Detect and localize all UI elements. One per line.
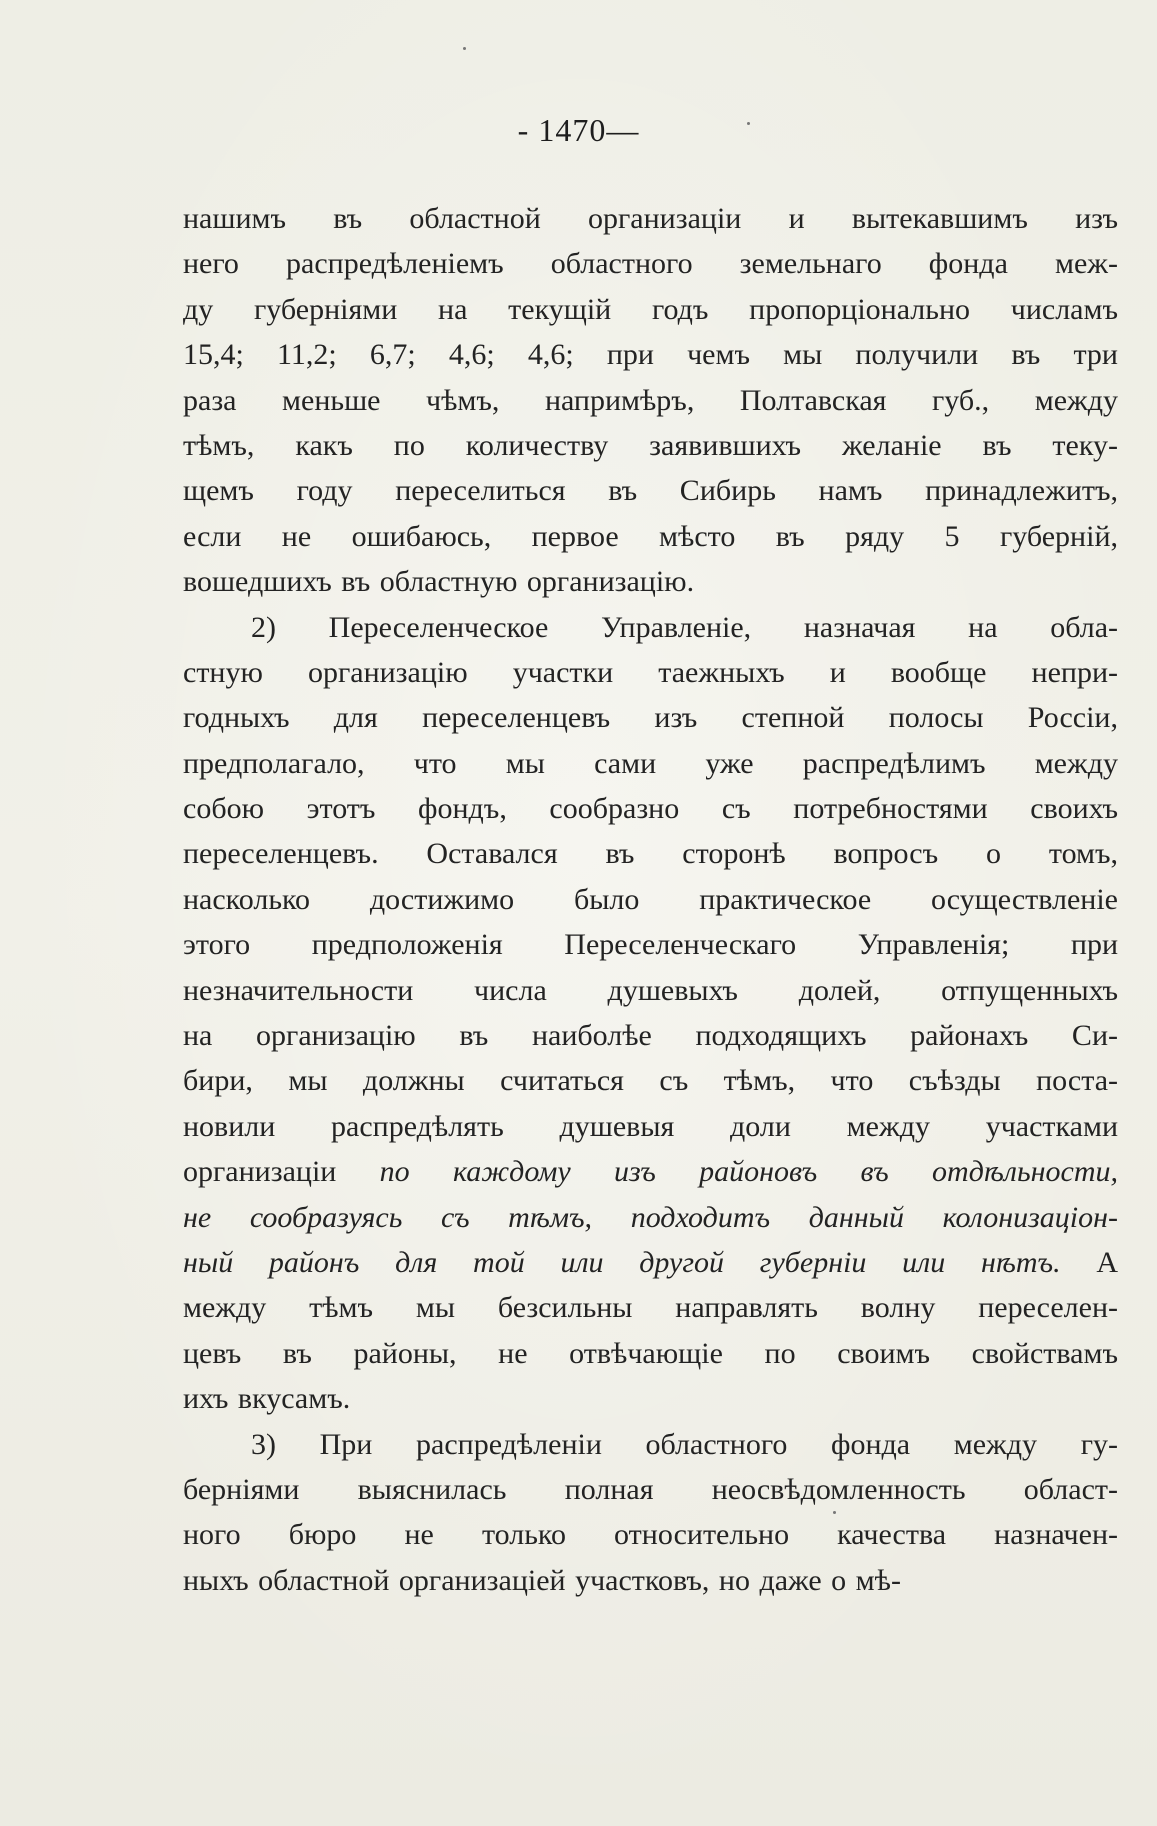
text-line [183, 695, 1118, 740]
speck-mark [747, 122, 750, 125]
text-segment: новили распредѣлять душевыя доли между участками [183, 1109, 1118, 1143]
text-line [183, 1058, 1118, 1103]
text-segment: насколько достижимо было практическое осуществленіе [183, 882, 1118, 916]
text-line [183, 1285, 1118, 1330]
text-segment: берніями выяснилась полная неосвѣдомленность област- [183, 1472, 1118, 1506]
text-line [183, 1013, 1118, 1058]
text-segment: раза меньше чѣмъ, напримѣръ, Полтавская губ., между [183, 383, 1118, 417]
italic-text: ный районъ для той или другой губерніи или нѣтъ. [183, 1245, 1061, 1279]
text-segment: годныхъ для переселенцевъ изъ степной полосы Россіи, [183, 701, 1118, 735]
text-segment: ихъ вкусамъ. [183, 1382, 351, 1416]
text-segment: организаціи [183, 1155, 380, 1189]
text-segment: ного бюро не только относительно качества назначен- [183, 1518, 1118, 1552]
text-line [183, 650, 1118, 695]
text-segment: 3) При распредѣленіи областного фонда между гу- [251, 1427, 1118, 1461]
text-line [183, 468, 1118, 513]
text-segment: между тѣмъ мы безсильны направлять волну переселен- [183, 1291, 1118, 1325]
text-segment: ду губерніями на текущій годъ пропорціонально числамъ [183, 292, 1118, 326]
body-text [183, 196, 1118, 1603]
text-line [183, 786, 1118, 831]
text-line [183, 1558, 1118, 1603]
text-line [183, 241, 1118, 286]
text-line [183, 741, 1118, 786]
text-segment: переселенцевъ. Оставался въ сторонѣ вопросъ о томъ, [183, 837, 1118, 871]
text-line [183, 332, 1118, 377]
paragraph [183, 196, 1118, 605]
text-segment: него распредѣленіемъ областного земельнаго фонда меж- [183, 247, 1118, 281]
text-line [183, 1467, 1118, 1512]
text-line [183, 423, 1118, 468]
speck-mark [833, 1511, 836, 1514]
text-segment: 15,4; 11,2; 6,7; 4,6; 4,6; при чемъ мы получили въ три [183, 338, 1118, 372]
text-segment: этого предположенія Переселенческаго Управленія; при [183, 928, 1118, 962]
text-line [183, 1331, 1118, 1376]
italic-text: по каждому изъ районовъ въ отдѣльности, [379, 1155, 1118, 1189]
text-line [183, 1422, 1118, 1467]
text-segment: предполагало, что мы сами уже распредѣлимъ между [183, 746, 1118, 780]
text-line [183, 1149, 1118, 1194]
text-line [183, 559, 1118, 604]
text-line [183, 922, 1118, 967]
page-number: - 1470— [517, 112, 640, 148]
text-segment: незначительности числа душевыхъ долей, отпущенныхъ [183, 973, 1118, 1007]
text-segment: стную организацію участки таежныхъ и вообще непри- [183, 655, 1118, 689]
text-segment: если не ошибаюсь, первое мѣсто въ ряду 5 губерній, [183, 519, 1118, 553]
text-segment: щемъ году переселиться въ Сибирь намъ принадлежитъ, [183, 474, 1118, 508]
text-line [183, 378, 1118, 423]
text-line [183, 605, 1118, 650]
text-line [183, 287, 1118, 332]
text-line [183, 1104, 1118, 1149]
text-segment: тѣмъ, какъ по количеству заявившихъ желаніе въ теку- [183, 428, 1118, 462]
text-segment: А [1060, 1245, 1118, 1279]
text-segment: собою этотъ фондъ, сообразно съ потребностями своихъ [183, 792, 1118, 826]
text-line [183, 877, 1118, 922]
text-line [183, 1195, 1118, 1240]
text-segment: вошедшихъ въ областную организацію. [183, 565, 695, 599]
text-line [183, 831, 1118, 876]
text-segment: на организацію въ наиболѣе подходящихъ районахъ Си- [183, 1019, 1118, 1053]
text-segment: бири, мы должны считаться съ тѣмъ, что съѣзды поста- [183, 1064, 1118, 1098]
text-segment: 2) Переселенческое Управленіе, назначая на обла- [251, 610, 1118, 644]
text-line [183, 196, 1118, 241]
text-segment: нашимъ въ областной организаціи и вытекавшимъ изъ [183, 202, 1118, 235]
text-line [183, 514, 1118, 559]
text-line [183, 1240, 1118, 1285]
speck-mark [463, 47, 466, 50]
paragraph [183, 1422, 1118, 1604]
paragraph [183, 605, 1118, 1422]
text-line [183, 968, 1118, 1013]
text-segment: цевъ въ районы, не отвѣчающіе по своимъ свойствамъ [183, 1336, 1118, 1370]
italic-text: не сообразуясь съ тѣмъ, подходитъ данный колонизаціон- [183, 1200, 1118, 1234]
text-segment: ныхъ областной организаціей участковъ, но даже о мѣ- [183, 1563, 901, 1597]
text-line [183, 1512, 1118, 1557]
text-line [183, 1376, 1118, 1421]
